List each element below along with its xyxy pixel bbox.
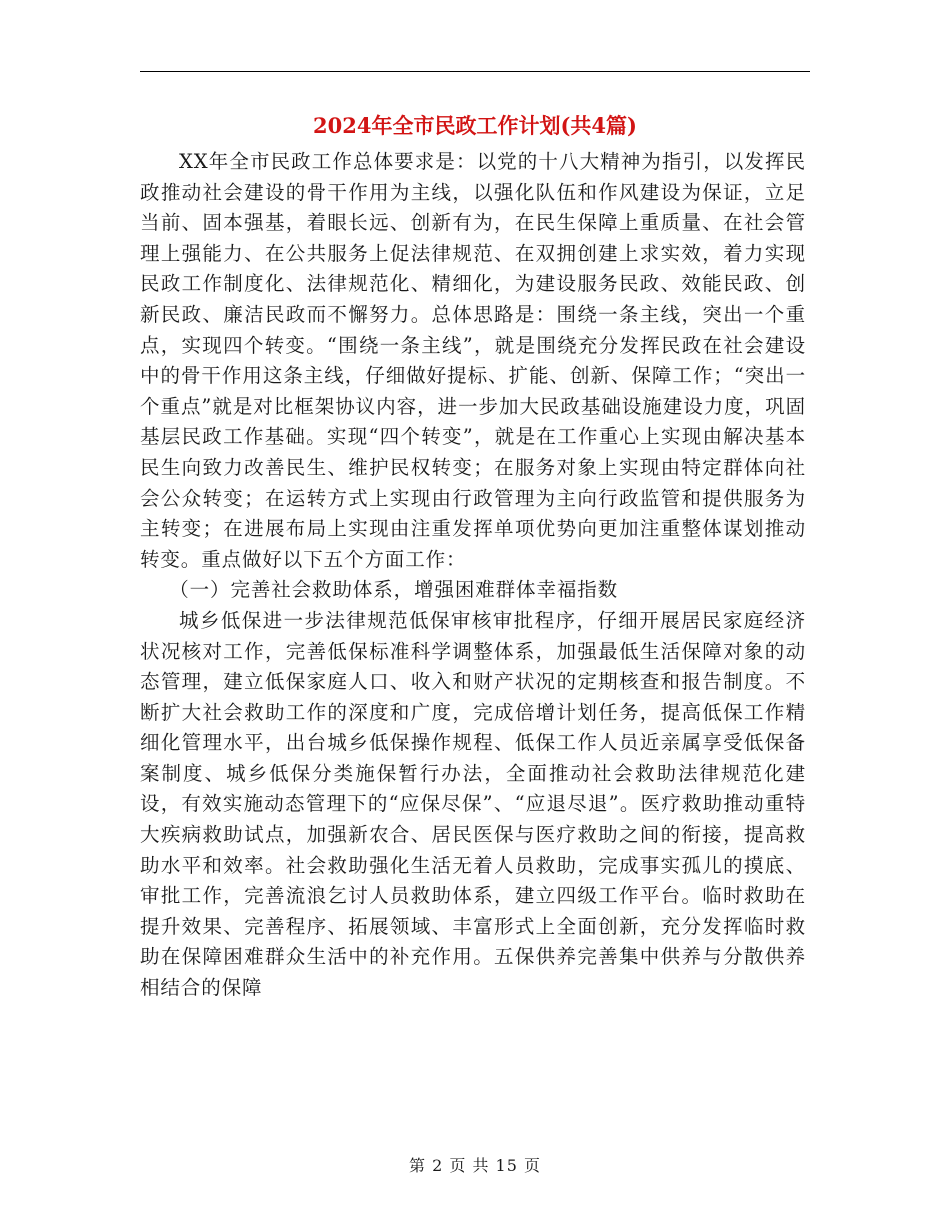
header-divider [140, 71, 810, 72]
paragraph-social-assistance: 城乡低保进一步法律规范低保审核审批程序，仔细开展居民家庭经济状况核对工作，完善低保标准科学调整体系，加强最低生活保障对象的动态管理，建立低保家庭人口、收入和财产状况的定期核查和报告制度。不断扩大社会救助工作的深度和广度，完成倍增计划任务，提高低保工作精细化管理水平，出台城乡低保操作规程、低保工作人员近亲属享受低保备案制度、城乡低保分类施保暂行办法，全面推动社会救助法律规范化建设，有效实施动态管理下的“应保尽保”、“应退尽退”。医疗救助推动重特大疾病救助试点，加强新农合、居民医保与医疗救助之间的衔接，提高救助水平和效率。社会救助强化生活无着人员救助，完成事实孤儿的摸底、审批工作，完善流浪乞讨人员救助体系，建立四级工作平台。临时救助在提升效果、完善程序、拓展领域、丰富形式上全面创新，充分发挥临时救助在保障困难群众生活中的补充作用。五保供养完善集中供养与分散供养相结合的保障 [140, 608, 806, 1000]
document-body [140, 147, 806, 1004]
document-title: 2024年全市民政工作计划(共4篇) [313, 113, 637, 138]
page-number-footer: 第 2 页 共 15 页 [409, 1156, 541, 1175]
section-heading-1: （一）完善社会救助体系，增强困难群体幸福指数 [169, 578, 619, 602]
paragraph-overview: XX年全市民政工作总体要求是：以党的十八大精神为指引，以发挥民政推动社会建设的骨干作用为主线，以强化队伍和作风建设为保证，立足当前、固本强基，着眼长远、创新有为，在民生保障上重质量、在社会管理上强能力、在公共服务上促法律规范、在双拥创建上求实效，着力实现民政工作制度化、法律规范化、精细化，为建设服务民政、效能民政、创新民政、廉洁民政而不懈努力。总体思路是：围绕一条主线，突出一个重点，实现四个转变。“围绕一条主线”，就是围绕充分发挥民政在社会建设中的骨干作用这条主线，仔细做好提标、扩能、创新、保障工作；“突出一个重点”就是对比框架协议内容，进一步加大民政基础设施建设力度，巩固基层民政工作基础。实现“四个转变”，就是在工作重心上实现由解决基本民生向致力改善民生、维护民权转变；在服务对象上实现由特定群体向社会公众转变；在运转方式上实现由行政管理为主向行政监管和提供服务为主转变；在进展布局上实现由注重发挥单项优势向更加注重整体谋划推动转变。重点做好以下五个方面工作： [140, 150, 806, 571]
